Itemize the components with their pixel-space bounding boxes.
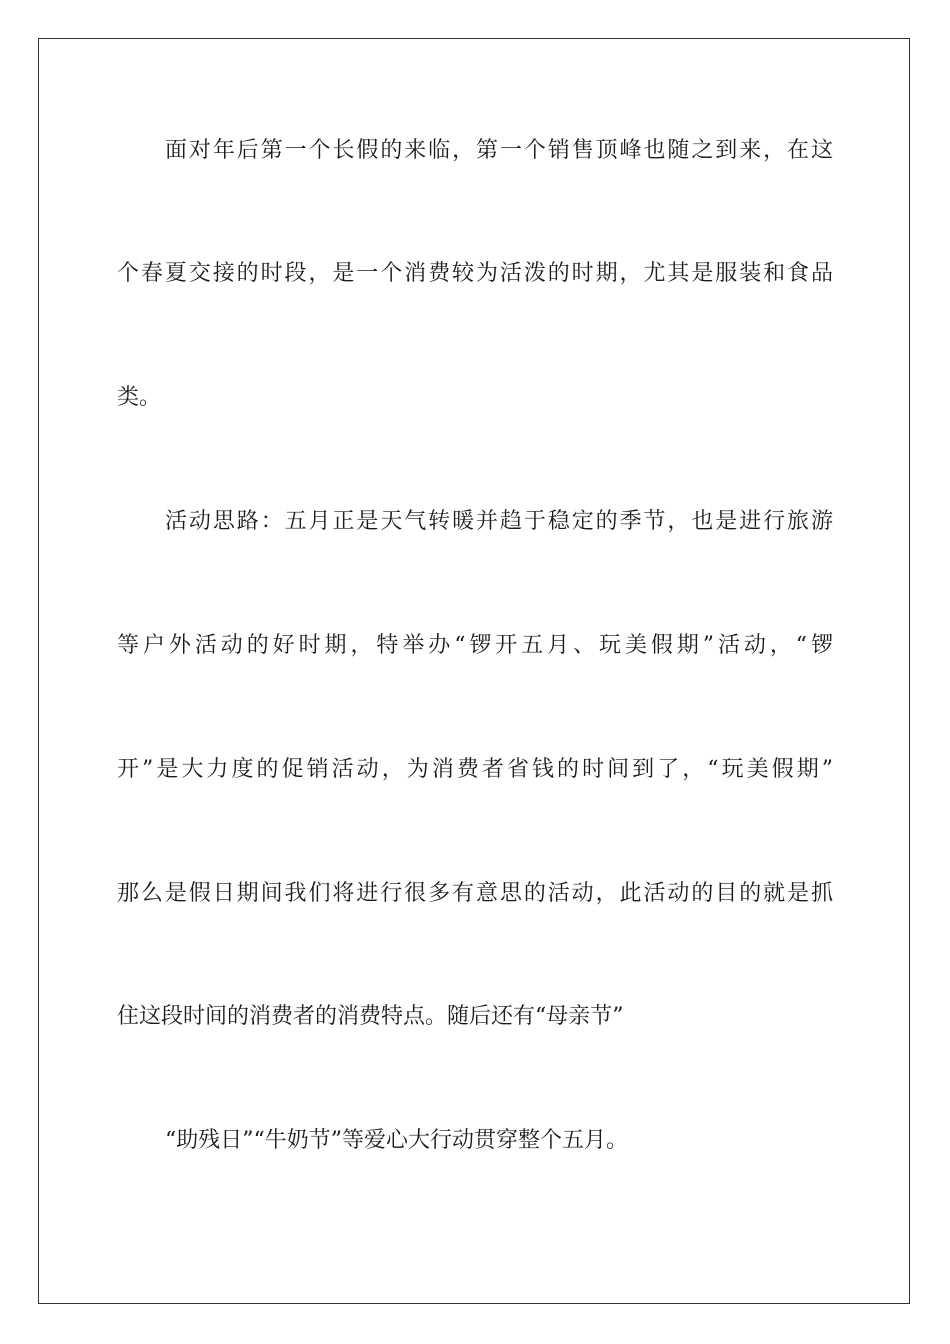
- paragraph-2-line-4: 那么是假日期间我们将进行很多有意思的活动，此活动的目的就是抓: [117, 881, 833, 906]
- paragraph-2-line-1: 活动思路：五月正是天气转暖并趋于稳定的季节，也是进行旅游: [165, 509, 833, 534]
- paragraph-1-line-1: 面对年后第一个长假的来临，第一个销售顶峰也随之到来，在这: [165, 138, 833, 163]
- paragraph-2-line-3: 开”是大力度的促销活动，为消费者省钱的时间到了，“玩美假期”: [117, 757, 833, 782]
- paragraph-3-line-1: “助残日”“牛奶节”等爱心大行动贯穿整个五月。: [165, 1128, 628, 1153]
- paragraph-1-line-2: 个春夏交接的时段，是一个消费较为活泼的时期，尤其是服装和食品: [117, 261, 833, 286]
- paragraph-2-line-5: 住这段时间的消费者的消费特点。随后还有“母亲节”: [117, 1004, 624, 1029]
- paragraph-1-line-3: 类。: [117, 385, 162, 410]
- page-border: [38, 38, 910, 1304]
- paragraph-2-line-2: 等户外活动的好时期，特举办“锣开五月、玩美假期”活动，“锣: [117, 633, 833, 658]
